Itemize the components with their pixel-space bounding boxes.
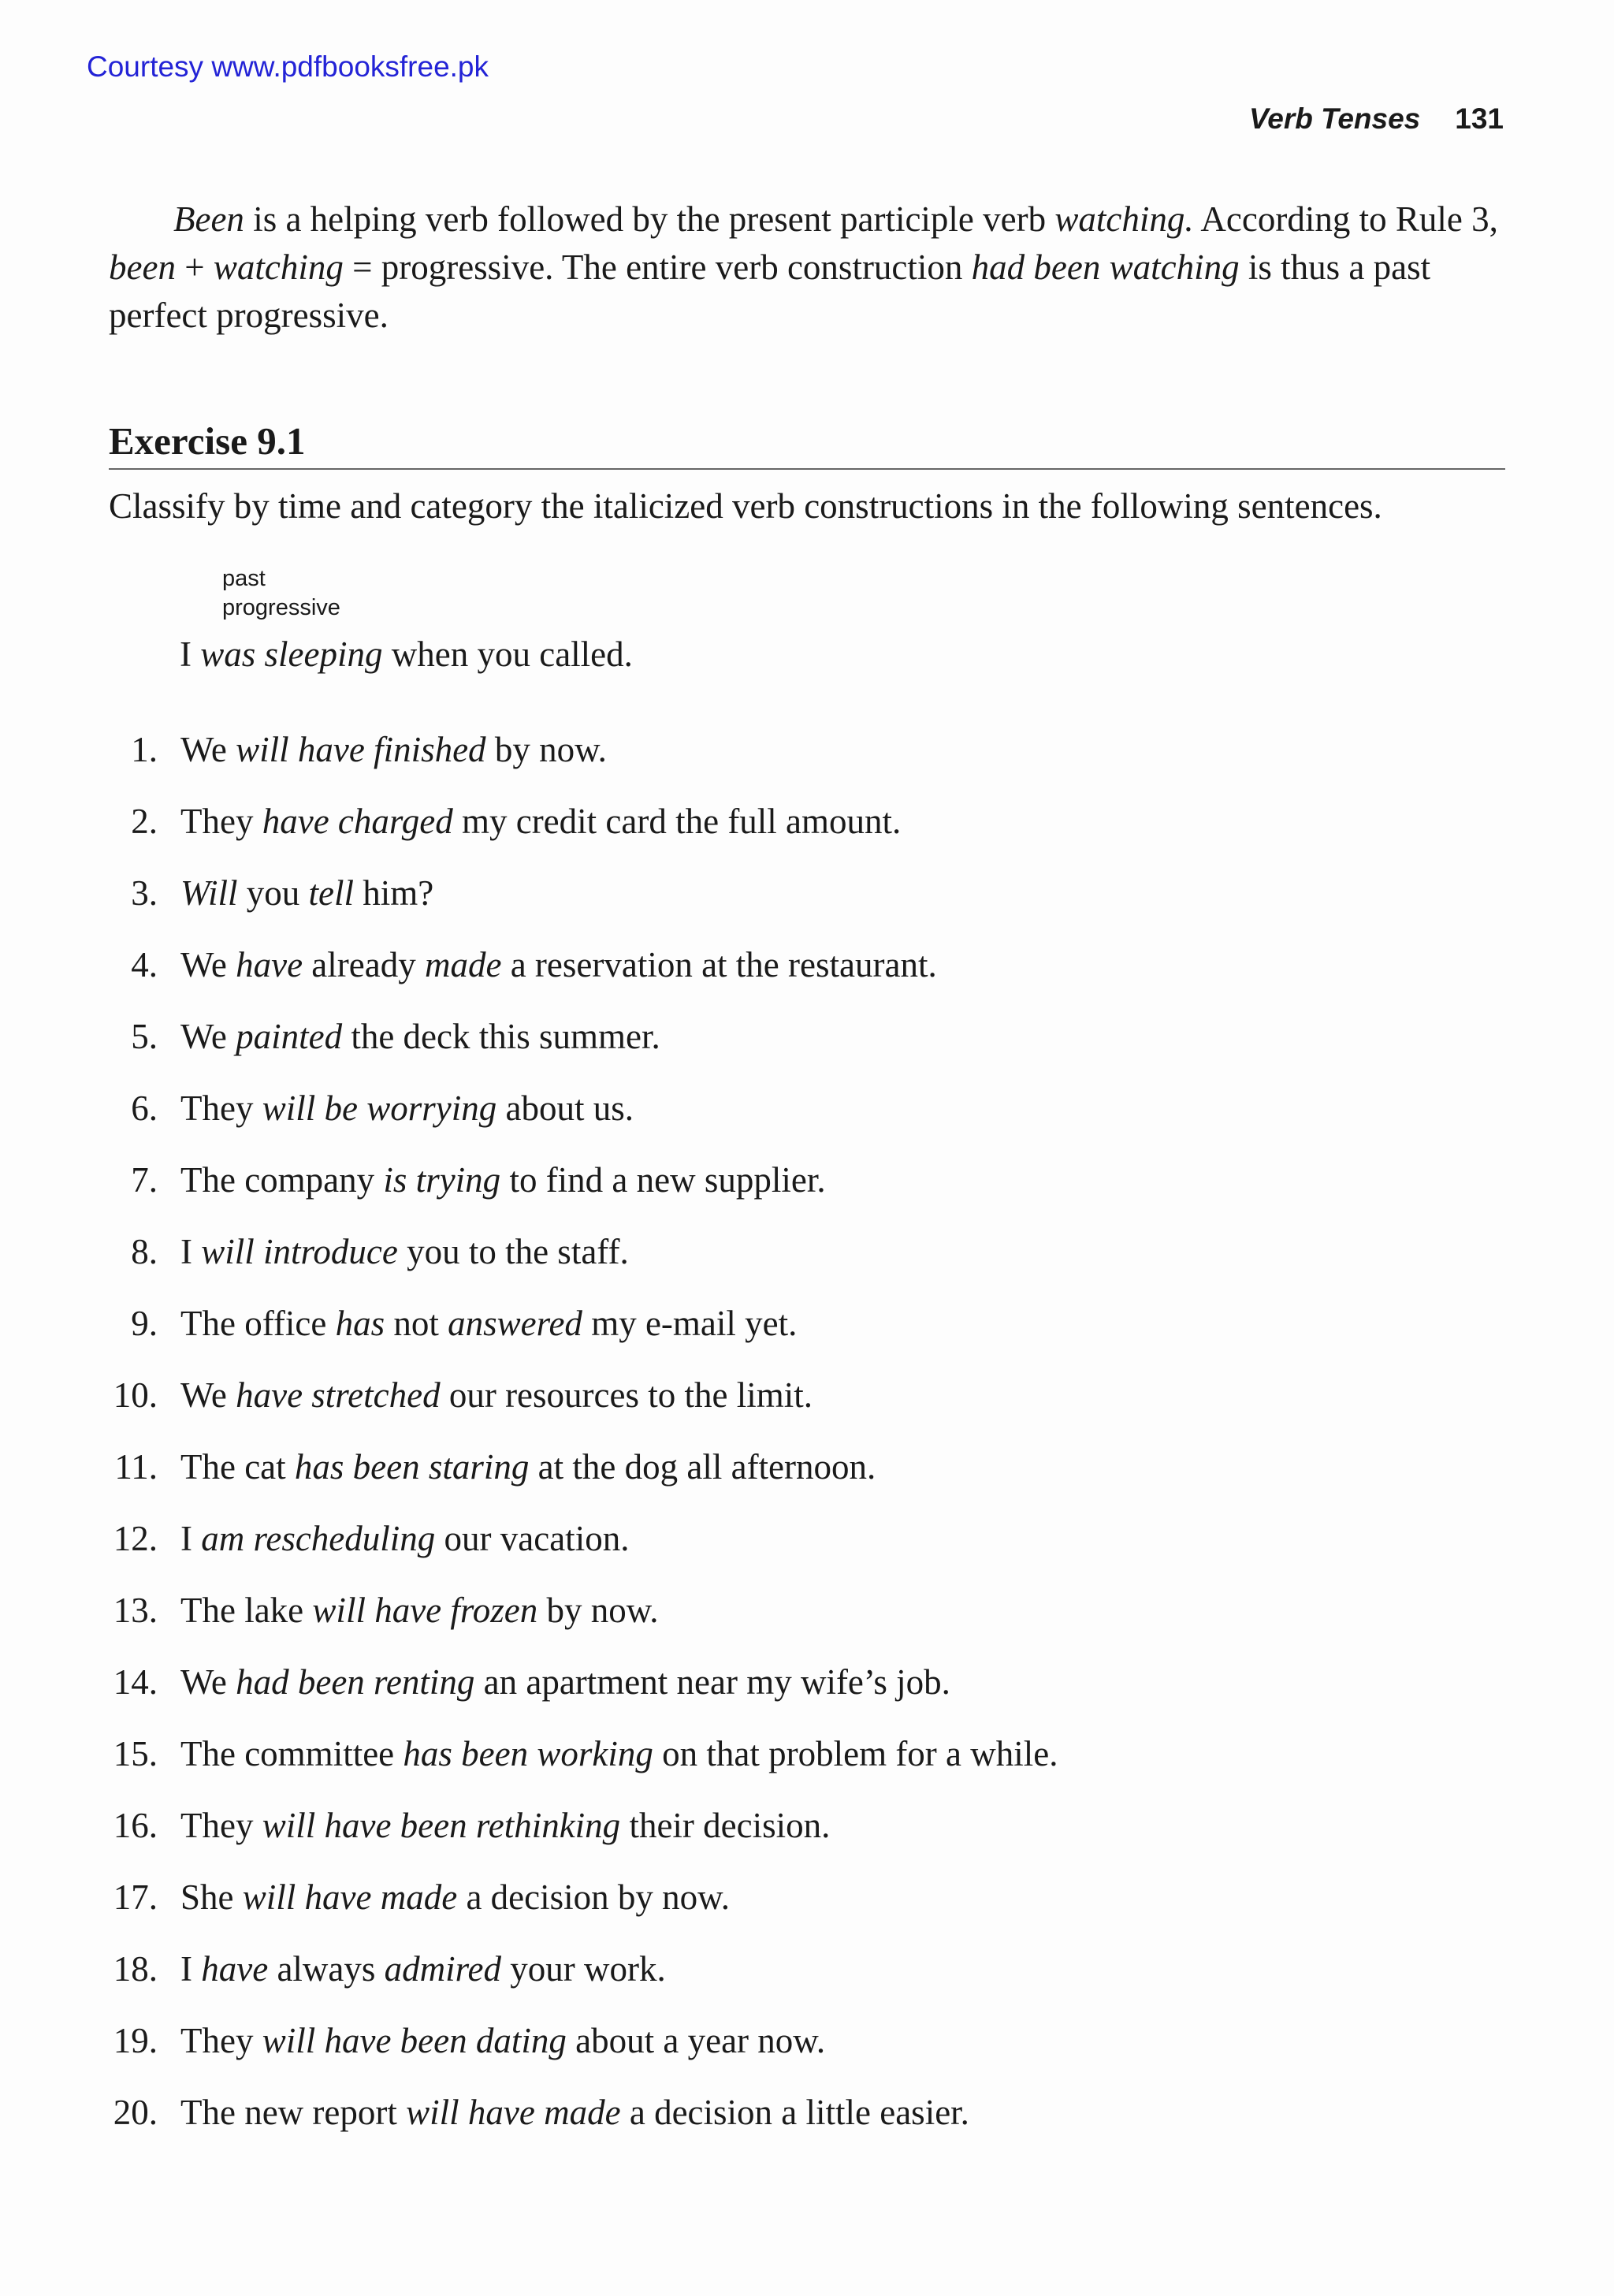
sentence-segment-italic: will have finished — [236, 730, 486, 769]
sample-segment-italic: was sleeping — [200, 634, 383, 674]
sentence-segment: you — [237, 873, 309, 913]
item-sentence — [180, 1300, 797, 1348]
sentence-segment: They — [180, 2021, 262, 2060]
sentence-segment: We — [180, 730, 236, 769]
intro-text — [109, 195, 1512, 340]
sentence-segment: We — [180, 1375, 236, 1415]
sentence-segment-italic: had been renting — [236, 1662, 475, 1702]
sentence-segment: your work. — [501, 1949, 666, 1989]
item-sentence — [180, 1085, 634, 1133]
sample-segment: I — [180, 634, 201, 674]
item-sentence — [180, 2017, 825, 2065]
sentence-segment-italic: will introduce — [201, 1232, 398, 1271]
item-number: 10. — [113, 1375, 158, 1415]
sentence-segment-italic: has been staring — [294, 1447, 530, 1487]
intro-segment: According to Rule 3, — [1193, 199, 1498, 239]
sentence-segment: They — [180, 1088, 262, 1128]
item-number: 15. — [113, 1734, 158, 1773]
sentence-segment: They — [180, 1806, 262, 1845]
item-sentence — [180, 2089, 969, 2137]
intro-segment-italic: watching — [213, 247, 344, 287]
sentence-segment: already — [303, 945, 425, 984]
exercise-heading: Exercise 9.1 — [109, 416, 1505, 470]
sentence-segment-italic: has — [335, 1304, 385, 1343]
item-number: 13. — [113, 1591, 158, 1630]
sentence-segment: at the dog all afternoon. — [529, 1447, 876, 1487]
intro-segment: is thus a past perfect progressive. — [109, 247, 1431, 335]
running-head-title: Verb Tenses — [1248, 102, 1421, 135]
sentence-segment-italic: made — [424, 945, 502, 984]
sentence-segment: a decision a little easier. — [620, 2093, 969, 2132]
sentence-segment: They — [180, 802, 262, 841]
sentence-segment: by now. — [485, 730, 607, 769]
sentence-segment-italic: have stretched — [236, 1375, 441, 1415]
sentence-segment-italic: have — [201, 1949, 269, 1989]
intro-segment-italic: been — [109, 247, 176, 287]
sentence-segment: We — [180, 1662, 236, 1702]
sentence-segment: on that problem for a while. — [653, 1734, 1058, 1773]
sentence-segment: The new report — [180, 2093, 407, 2132]
sentence-segment: the deck this summer. — [342, 1017, 660, 1056]
sentence-segment: a decision by now. — [457, 1877, 730, 1917]
intro-segment-italic: had been watching — [971, 247, 1240, 287]
sentence-segment: you to the staff. — [397, 1232, 629, 1271]
sentence-segment: The company — [180, 1160, 384, 1200]
sample-sentence — [180, 631, 633, 679]
sentence-segment: We — [180, 1017, 236, 1056]
item-number: 2. — [131, 802, 158, 841]
sentence-segment: a reservation at the restaurant. — [501, 945, 937, 984]
sentence-segment-italic: has been working — [403, 1734, 653, 1773]
sentence-segment: always — [268, 1949, 385, 1989]
item-sentence — [180, 1228, 629, 1276]
intro-segment-italic: watching. — [1054, 199, 1194, 239]
sentence-segment: to find a new supplier. — [500, 1160, 826, 1200]
page-number: 131 — [1455, 102, 1504, 135]
sentence-segment: our vacation. — [435, 1519, 630, 1558]
item-number: 12. — [113, 1519, 158, 1558]
sentence-segment: She — [180, 1877, 243, 1917]
item-number: 5. — [131, 1017, 158, 1056]
item-sentence — [180, 1371, 813, 1420]
item-number: 11. — [114, 1447, 158, 1487]
sentence-segment-italic: is trying — [383, 1160, 501, 1200]
sentence-segment: not — [385, 1304, 448, 1343]
sentence-segment: our resources to the limit. — [440, 1375, 813, 1415]
sentence-segment: The committee — [180, 1734, 404, 1773]
sentence-segment: their decision. — [620, 1806, 831, 1845]
item-sentence — [180, 1587, 659, 1635]
sentence-segment-italic: will have made — [242, 1877, 458, 1917]
intro-segment: is a helping verb followed by the present participle verb — [244, 199, 1055, 239]
sentence-segment-italic: have charged — [262, 802, 453, 841]
intro-segment: + — [175, 247, 214, 287]
sentence-segment: I — [180, 1232, 202, 1271]
item-sentence — [180, 1658, 950, 1706]
exercise-instruction: Classify by time and category the italicized verb constructions in the following sentences. — [109, 486, 1382, 526]
sentence-segment: him? — [354, 873, 434, 913]
item-sentence — [180, 798, 901, 846]
sample-annotation-line1: past — [222, 566, 266, 591]
sample-segment: when you called. — [382, 634, 633, 674]
sentence-segment-italic: will have been rethinking — [262, 1806, 621, 1845]
item-sentence — [180, 869, 433, 917]
item-number: 8. — [131, 1232, 158, 1271]
item-sentence — [180, 1730, 1058, 1778]
sentence-segment: I — [180, 1949, 202, 1989]
item-number: 6. — [131, 1088, 158, 1128]
sentence-segment-italic: painted — [236, 1017, 343, 1056]
item-number: 14. — [113, 1662, 158, 1702]
sentence-segment-italic: tell — [308, 873, 354, 913]
sentence-segment: The office — [180, 1304, 336, 1343]
item-sentence — [180, 1156, 826, 1204]
sentence-segment-italic: am rescheduling — [201, 1519, 436, 1558]
sentence-segment: I — [180, 1519, 202, 1558]
sentence-segment-italic: will be worrying — [262, 1088, 497, 1128]
item-number: 17. — [113, 1877, 158, 1917]
item-sentence — [180, 726, 607, 774]
sentence-segment: by now. — [537, 1591, 659, 1630]
item-sentence — [180, 941, 937, 989]
sentence-segment: about us. — [496, 1088, 634, 1128]
sample-annotation-line2: progressive — [222, 595, 340, 620]
sentence-segment: We — [180, 945, 236, 984]
running-head — [1249, 102, 1504, 136]
item-number: 3. — [131, 873, 158, 913]
item-number: 20. — [113, 2093, 158, 2132]
sentence-segment-italic: answered — [448, 1304, 582, 1343]
item-number: 7. — [131, 1160, 158, 1200]
courtesy-watermark: Courtesy www.pdfbooksfree.pk — [87, 50, 489, 83]
sentence-segment: an apartment near my wife’s job. — [474, 1662, 950, 1702]
intro-segment: = progressive. The entire verb construction — [343, 247, 972, 287]
item-sentence — [180, 1874, 730, 1922]
item-number: 16. — [113, 1806, 158, 1845]
item-number: 19. — [113, 2021, 158, 2060]
sentence-segment: The lake — [180, 1591, 313, 1630]
sentence-segment: about a year now. — [566, 2021, 826, 2060]
sentence-segment-italic: will have been dating — [262, 2021, 567, 2060]
sentence-segment-italic: will have made — [406, 2093, 621, 2132]
sentence-segment: my e-mail yet. — [582, 1304, 798, 1343]
sentence-segment: The cat — [180, 1447, 295, 1487]
sentence-segment-italic: have — [236, 945, 303, 984]
item-number: 9. — [131, 1304, 158, 1343]
sentence-segment: my credit card the full amount. — [452, 802, 902, 841]
item-sentence — [180, 1443, 876, 1491]
sentence-segment-italic: Will — [180, 873, 238, 913]
item-sentence — [180, 1013, 660, 1061]
sample-annotation — [222, 564, 340, 623]
item-sentence — [180, 1802, 830, 1850]
sentence-segment-italic: admired — [384, 1949, 501, 1989]
item-sentence — [180, 1515, 629, 1563]
item-sentence — [180, 1945, 666, 1993]
intro-segment-italic: Been — [173, 199, 244, 239]
sentence-segment-italic: will have frozen — [312, 1591, 538, 1630]
item-number: 18. — [113, 1949, 158, 1989]
item-number: 4. — [131, 945, 158, 984]
intro-paragraph — [109, 195, 1512, 340]
item-number: 1. — [131, 730, 158, 769]
